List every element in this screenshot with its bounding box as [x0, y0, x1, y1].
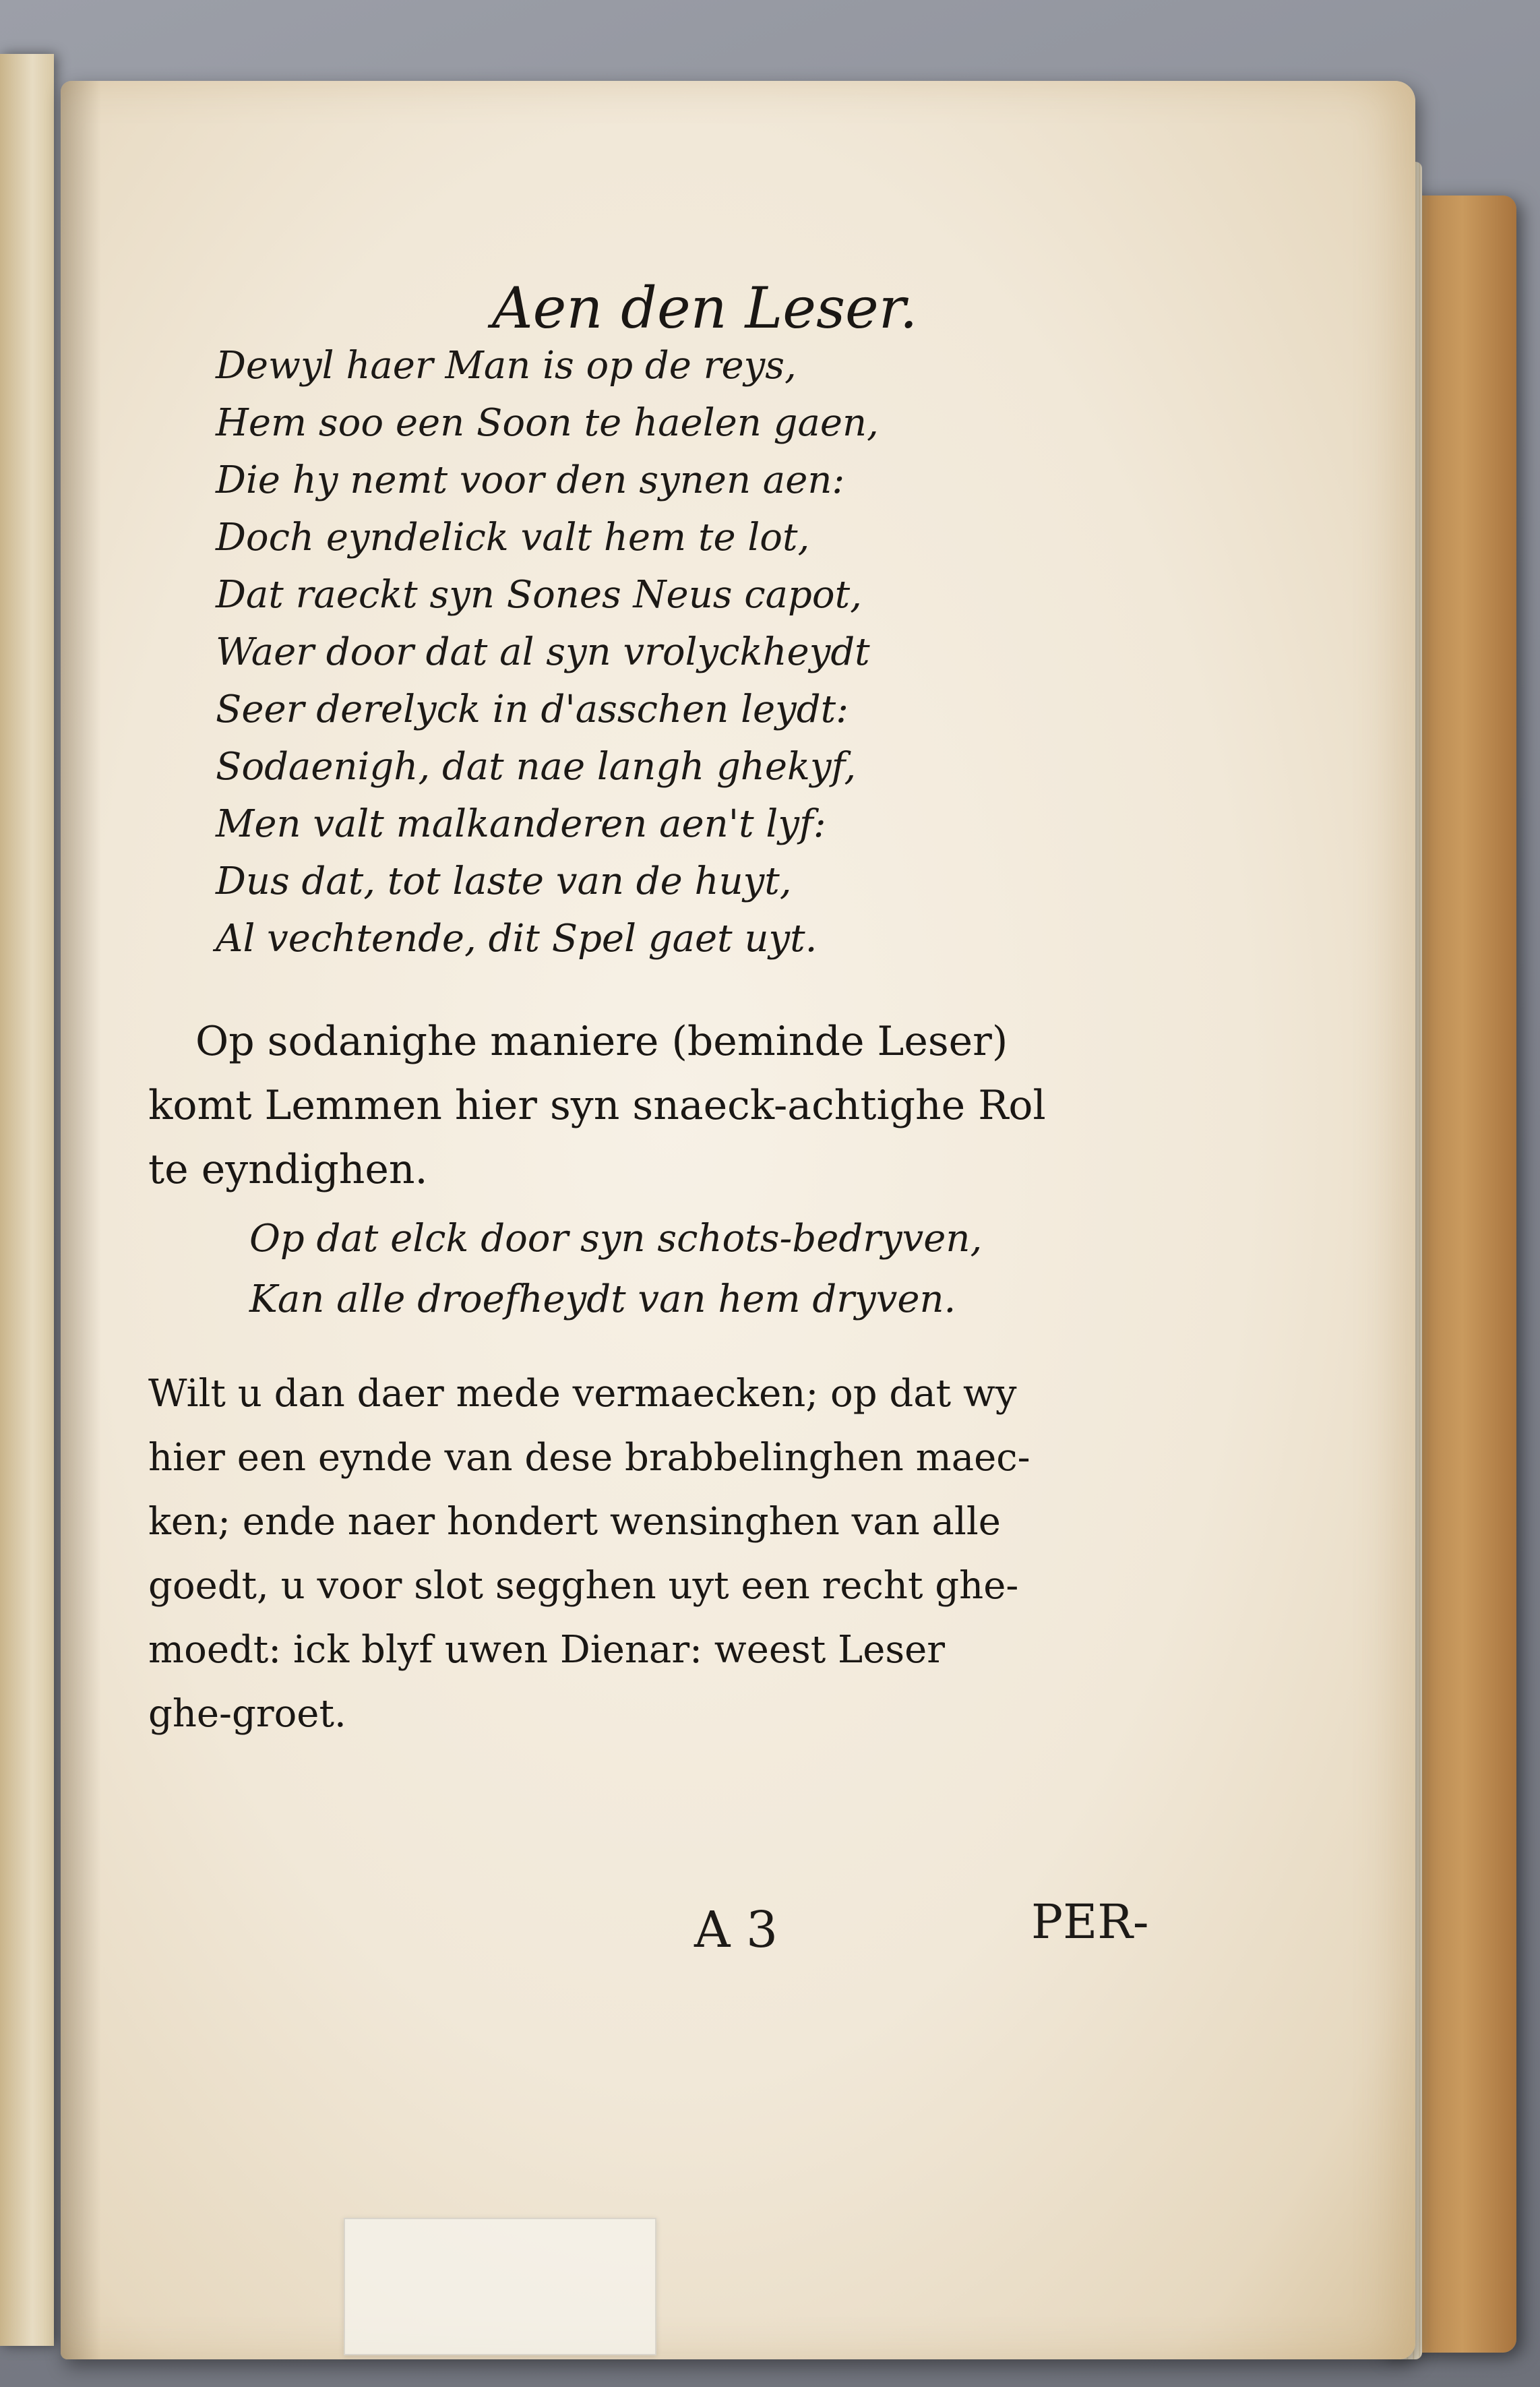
- signature-mark: A 3: [694, 1901, 778, 1959]
- left-facing-page-edge: [0, 54, 54, 2346]
- verse-line: Seer derelyck in d'asschen leydt:: [216, 688, 849, 731]
- prose-line: Op sodanighe maniere (beminde Leser): [195, 1018, 1008, 1065]
- book-page: [61, 81, 1415, 2359]
- prose-line: te eyndighen.: [148, 1146, 428, 1193]
- verse-line: Waer door dat al syn vrolyckheydt: [216, 630, 870, 674]
- prose-line: moedt: ick blyf uwen Dienar: weest Leser: [148, 1628, 945, 1672]
- verse-line: Al vechtende, dit Spel gaet uyt.: [216, 917, 818, 961]
- prose-line: ken; ende naer hondert wensinghen van alle: [148, 1500, 1001, 1544]
- verse-line: Die hy nemt voor den synen aen:: [216, 458, 845, 502]
- verse-line: Dat raeckt syn Sones Neus capot,: [216, 573, 862, 617]
- prose-line: Wilt u dan daer mede vermaecken; op dat wy: [148, 1372, 1017, 1416]
- verse-line: Doch eyndelick valt hem te lot,: [216, 516, 810, 560]
- prose-line: hier een eynde van dese brabbelinghen maec-: [148, 1436, 1030, 1480]
- verse-line: Hem soo een Soon te haelen gaen,: [216, 401, 879, 445]
- prose-line: ghe-groet.: [148, 1692, 346, 1736]
- verse-line: Men valt malkanderen aen't lyf:: [216, 802, 826, 846]
- catchword: PER-: [1031, 1894, 1149, 1950]
- verse-line: Sodaenigh, dat nae langh ghekyf,: [216, 745, 857, 789]
- verse-line: Kan alle droefheydt van hem dryven.: [249, 1277, 956, 1321]
- prose-line: goedt, u voor slot segghen uyt een recht ghe-: [148, 1564, 1019, 1608]
- repair-tape: [344, 2218, 656, 2355]
- verse-line: Dus dat, tot laste van de huyt,: [216, 859, 792, 903]
- verse-line: Dewyl haer Man is op de reys,: [216, 344, 797, 388]
- prose-line: komt Lemmen hier syn snaeck-achtighe Rol: [148, 1082, 1046, 1129]
- verse-line: Op dat elck door syn schots-bedryven,: [249, 1217, 983, 1261]
- page-title: Aen den Leser.: [492, 275, 918, 341]
